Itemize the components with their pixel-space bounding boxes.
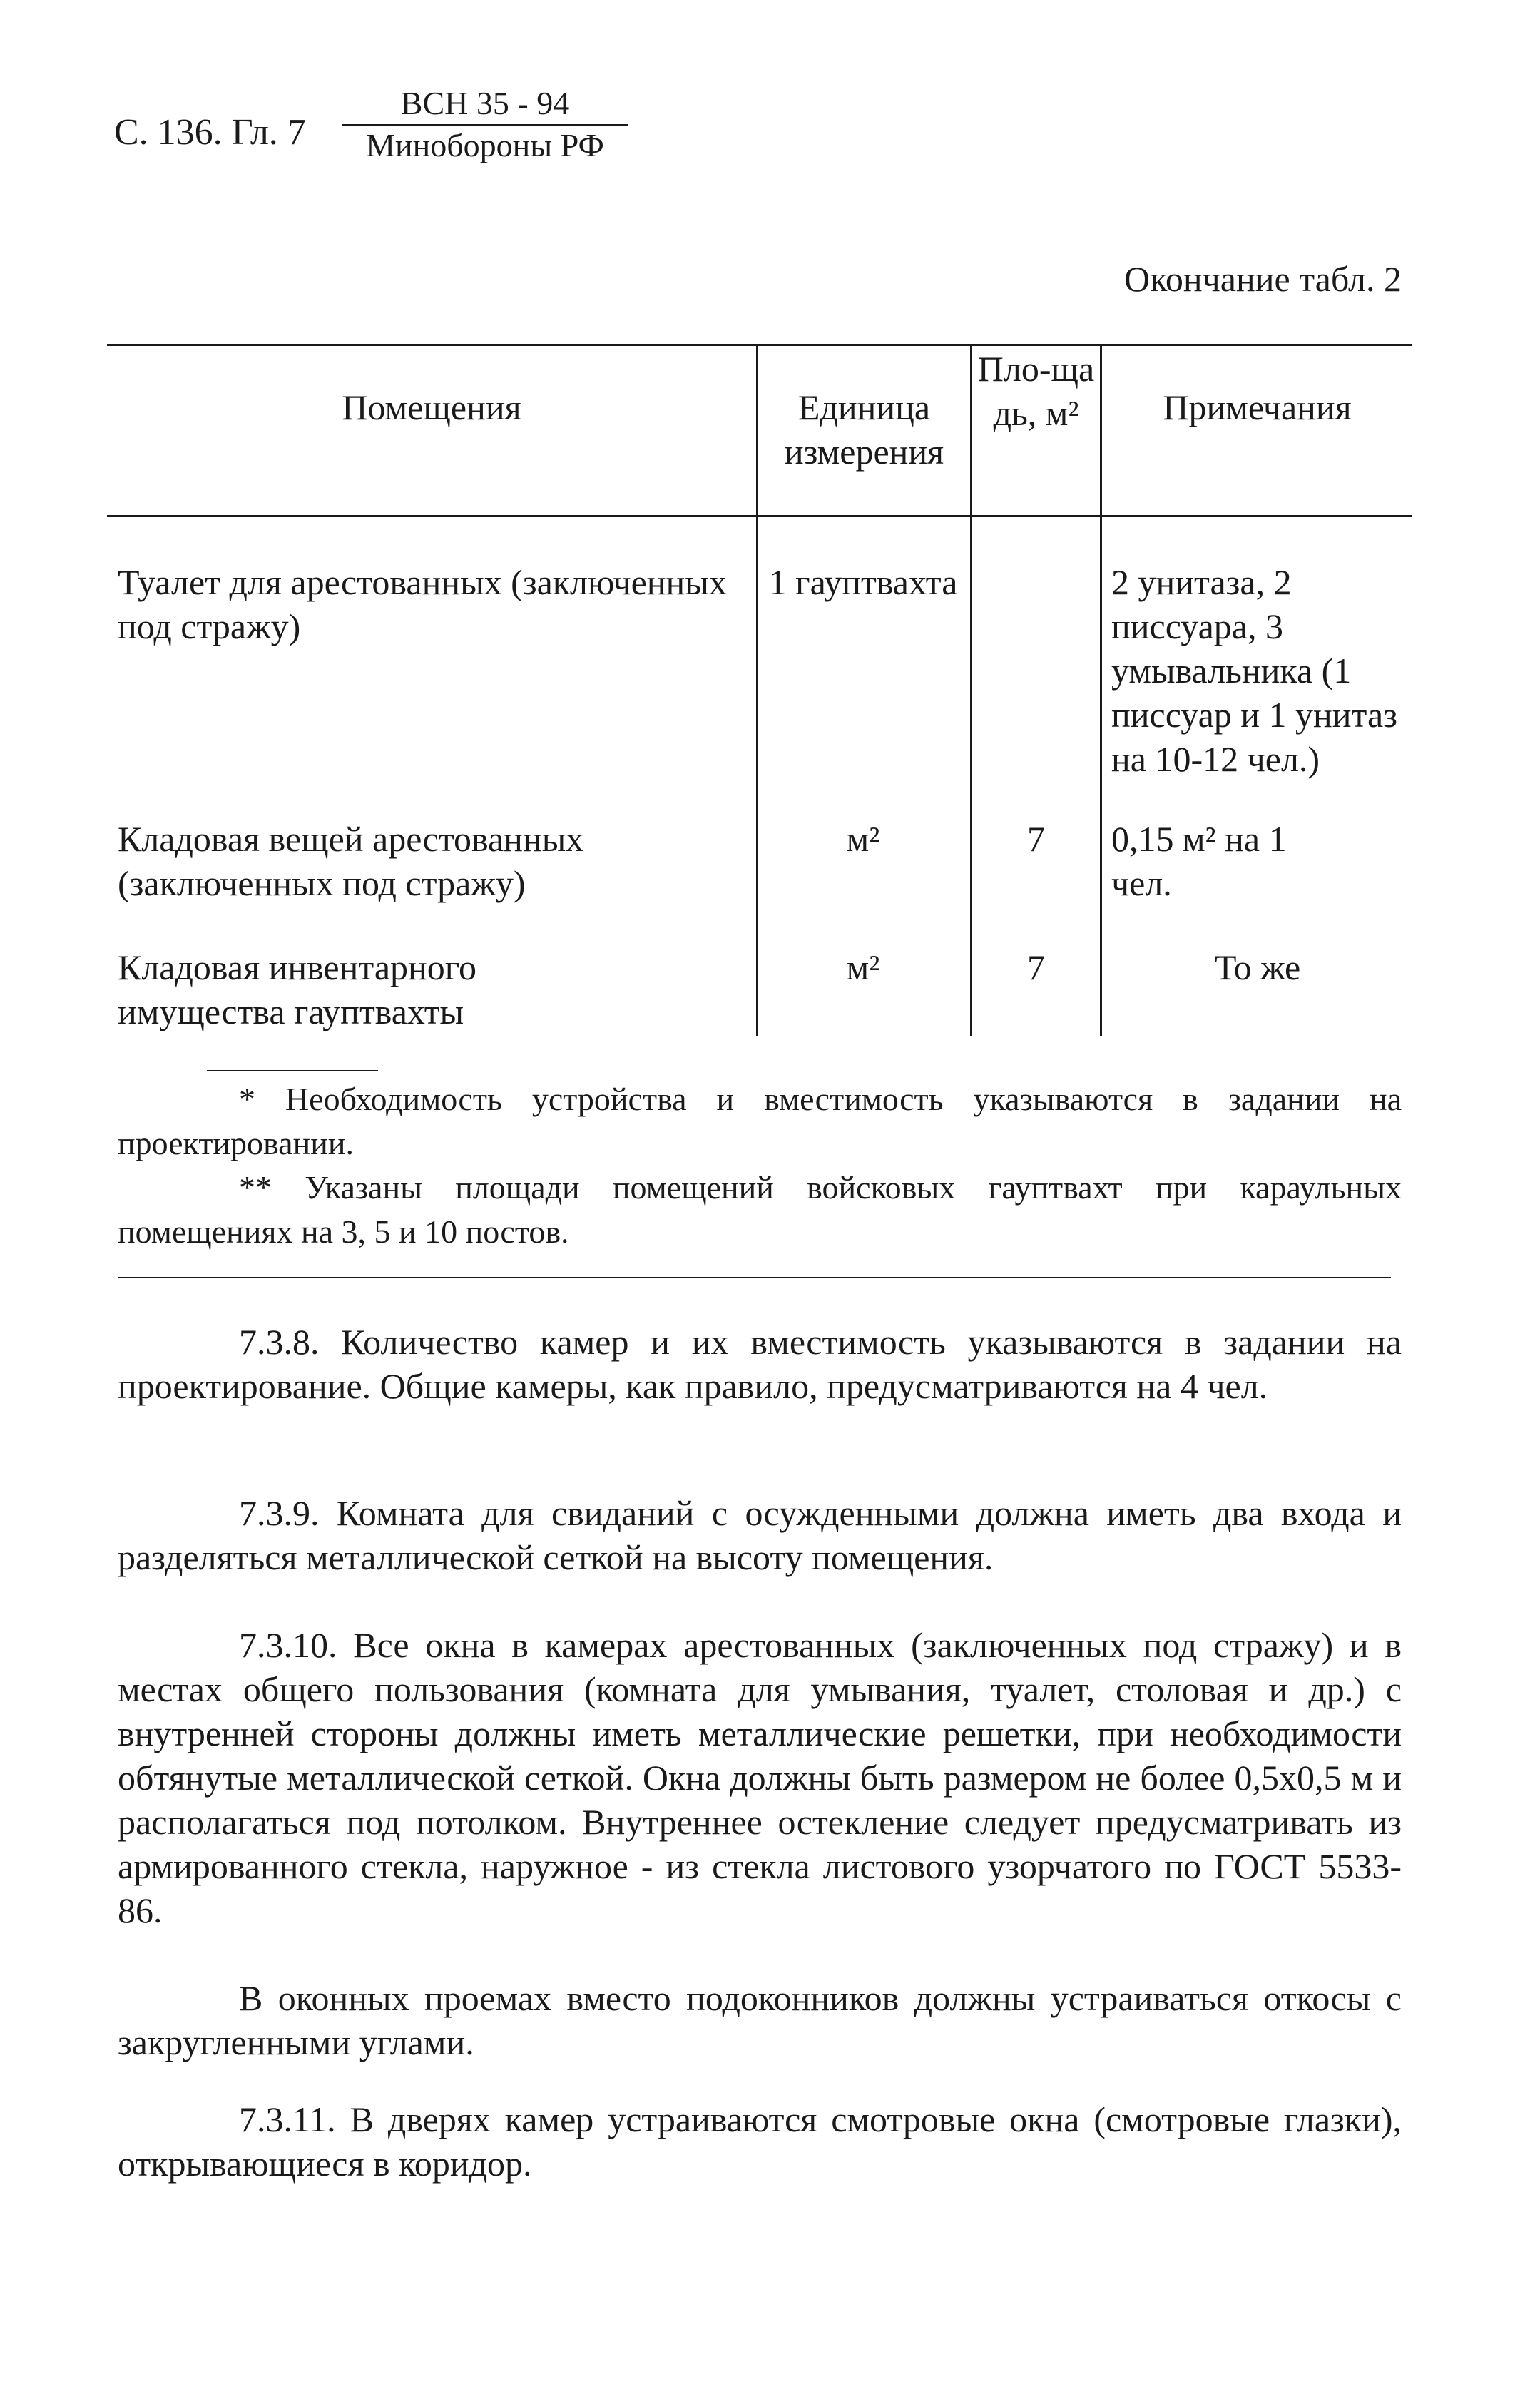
- table-cell-unit: м²: [846, 947, 880, 987]
- footnote: [118, 1077, 1402, 1254]
- footnote-separator: [207, 1070, 378, 1071]
- table-cell-note: 2 унитаза, 2 писсуара, 3 умывальника (1 писсуар и 1 унитаз на 10-12 чел.): [1111, 562, 1397, 779]
- table-top-rule: [107, 344, 1412, 346]
- section-separator: [118, 1277, 1391, 1278]
- column-header-notes: Примечания: [1163, 387, 1352, 427]
- column-divider: [970, 344, 972, 1036]
- column-header-rooms: Помещения: [342, 387, 521, 427]
- table-cell-area: 7: [1027, 947, 1045, 987]
- ministry-name: Минобороны РФ: [366, 127, 604, 163]
- column-header-unit: Единица измерения: [784, 387, 944, 472]
- column-header-area: Пло-щадь, м²: [977, 349, 1095, 433]
- column-divider: [1100, 344, 1102, 1036]
- paragraph-7-3-8: 7.3.8. Количество камер и их вместимость указываются в задании на проектирование. Общие камеры, как правило, предусматриваются на 4 чел.: [118, 1322, 1402, 1406]
- paragraph-7-3-11: 7.3.11. В дверях камер устраиваются смотровые окна (смотровые глазки), открывающиеся в коридор.: [118, 2099, 1402, 2184]
- footnote-text: ** Указаны площади помещений войсковых гауптвахт при караульных помещениях на 3, 5 и 10 постов.: [118, 1169, 1402, 1250]
- paragraph-window-slopes: В оконных проемах вместо подоконников должны устраиваться откосы с закругленными углами.: [118, 1978, 1402, 2062]
- table-cell-room: Туалет для арестованных (заключенных под стражу): [118, 562, 727, 646]
- table-cell-room: Кладовая вещей арестованных (заключенных под стражу): [118, 819, 584, 903]
- table-cell-room: Кладовая инвентарного имущества гауптвахты: [118, 947, 477, 1031]
- paragraph-7-3-9: 7.3.9. Комната для свиданий с осужденными должна иметь два входа и разделяться металлической сеткой на высоту помещения.: [118, 1493, 1402, 1577]
- table-continuation-label: Окончание табл. 2: [1124, 259, 1402, 299]
- header-fraction: [342, 87, 628, 162]
- footnote-text: * Необходимость устройства и вместимость указываются в задании на проектировании.: [118, 1081, 1402, 1161]
- table-cell-note: 0,15 м² на 1 чел.: [1111, 819, 1287, 903]
- page-reference: С. 136. Гл. 7: [114, 112, 306, 153]
- table-cell-unit: 1 гауптвахта: [768, 562, 958, 602]
- document-code: ВСН 35 - 94: [400, 85, 570, 121]
- fraction-line: [342, 124, 628, 126]
- table-cell-note: То же: [1214, 947, 1301, 987]
- table-cell-area: 7: [1027, 819, 1045, 859]
- table-cell-unit: м²: [846, 819, 880, 859]
- paragraph-7-3-10: 7.3.10. Все окна в камерах арестованных (заключенных под стражу) и в местах общего пользования (комната для умывания, туалет, столовая и др.) с внутренней стороны должны иметь металлические решетки, при необходимости обтянутые металлической сеткой. Окна должны быть размером не более 0,5х0,5 м и располагаться под потолком. Внутреннее остекление следует предусматривать из армированного стекла, наружное - из стекла листового узорчатого по ГОСТ 5533-86.: [118, 1625, 1402, 1930]
- table-header-rule: [107, 515, 1412, 517]
